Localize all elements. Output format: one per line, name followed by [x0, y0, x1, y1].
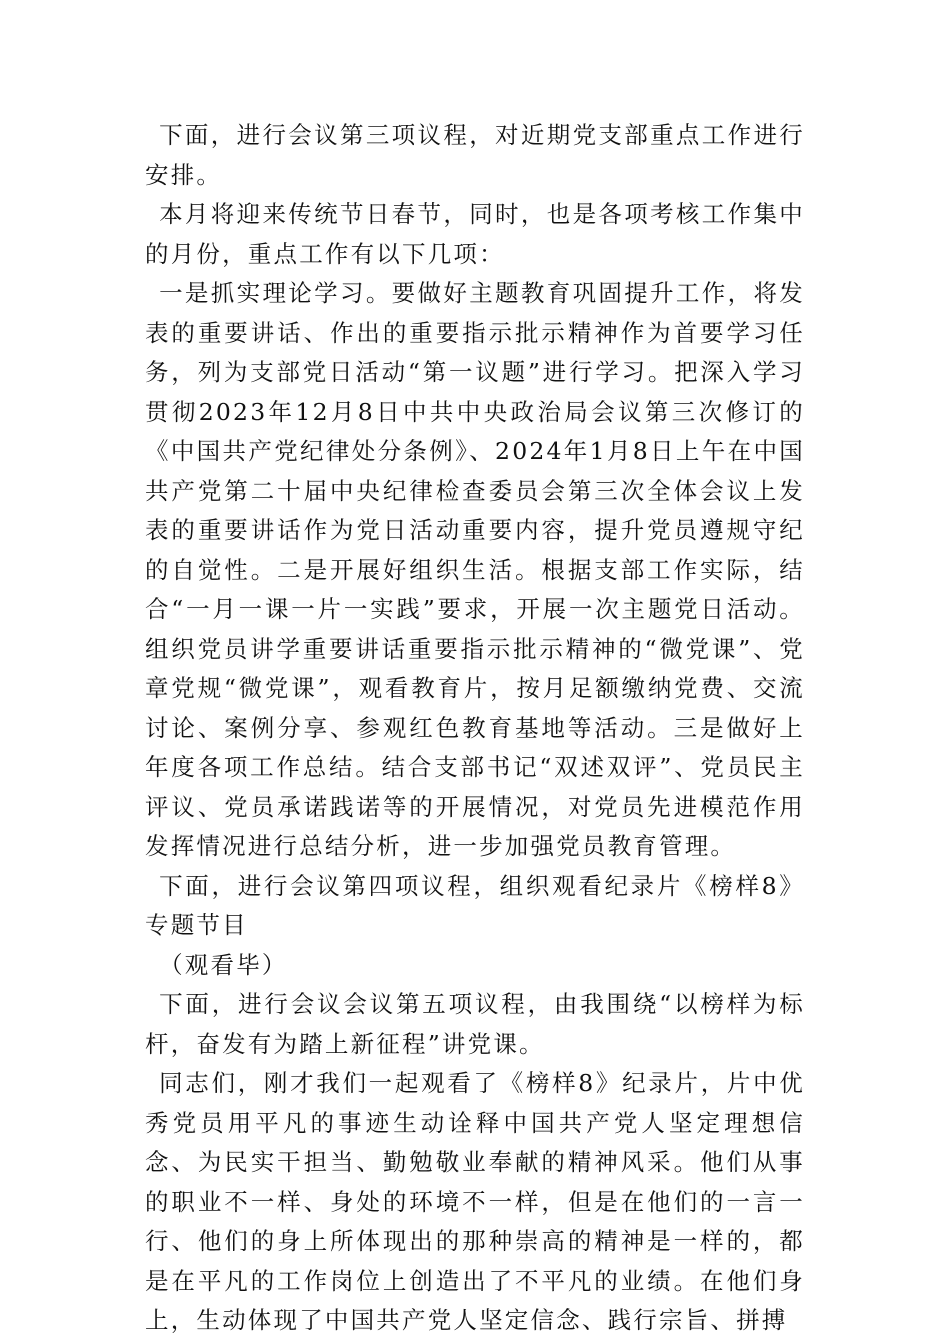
paragraph-agenda-item-four: 下面，进行会议第四项议程，组织观看纪录片《榜样8》专题节目	[145, 871, 805, 939]
paragraph-viewing-finished: （观看毕）	[159, 950, 288, 979]
document-body	[145, 116, 805, 1341]
paragraph-key-work-items: 一是抓实理论学习。要做好主题教育巩固提升工作，将发表的重要讲话、作出的重要指示批示精神作为首要学习任务，列为支部党日活动“第一议题”进行学习。把深入学习贯彻2023年12月8日中共中央政治局会议第三次修订的《中国共产党纪律处分条例》、2024年1月8日上午在中国共产党第二十届中央纪律检查委员会第三次全体会议上发表的重要讲话作为党日活动重要内容，提升党员遵规守纪的自觉性。二是开展好组织生活。根据支部工作实际，结合“一月一课一片一实践”要求，开展一次主题党日活动。组织党员讲学重要讲话重要指示批示精神的“微党课”、党章党规“微党课”，观看教育片，按月足额缴纳党费、交流讨论、案例分享、参观红色教育基地等活动。三是做好上年度各项工作总结。结合支部书记“双述双评”、党员民主评议、党员承诺践诺等的开展情况，对党员先进模范作用发挥情况进行总结分析，进一步加强党员教育管理。	[145, 279, 805, 860]
paragraph-spring-festival-intro: 本月将迎来传统节日春节，同时，也是各项考核工作集中的月份，重点工作有以下几项：	[145, 200, 805, 268]
paragraph-agenda-item-five: 下面，进行会议会议第五项议程，由我围绕“以榜样为标杆，奋发有为踏上新征程”讲党课。	[145, 990, 805, 1058]
paragraph-party-lecture: 同志们，刚才我们一起观看了《榜样8》纪录片，片中优秀党员用平凡的事迹生动诠释中国共产党人坚定理想信念、为民实干担当、勤勉敬业奉献的精神风采。他们从事的职业不一样、身处的环境不一样，但是在他们的一言一行、他们的身上所体现出的那种崇高的精神是一样的，都是在平凡的工作岗位上创造出了不平凡的业绩。在他们身上，生动体现了中国共产党人坚定信念、践行宗旨、拼搏	[145, 1069, 805, 1334]
paragraph-agenda-item-three: 下面，进行会议第三项议程，对近期党支部重点工作进行安排。	[145, 121, 805, 189]
